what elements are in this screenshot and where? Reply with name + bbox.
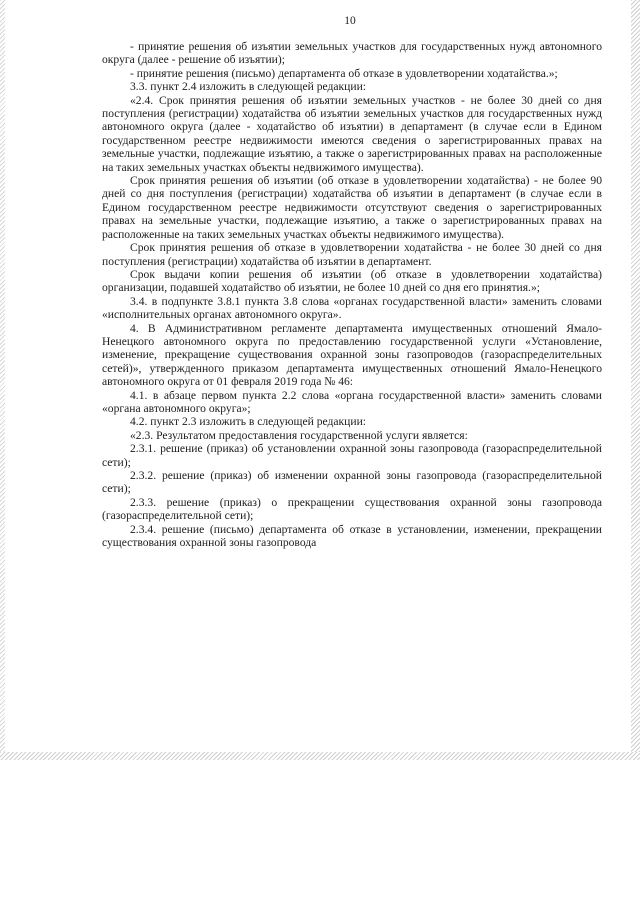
scan-border-left — [0, 0, 5, 760]
paragraph: 3.3. пункт 2.4 изложить в следующей редакции: — [130, 80, 367, 94]
scan-border-bottom — [0, 752, 640, 760]
paragraph: 2.3.1. решение (приказ) об установлении охранной зоны газопровода (газораспределительной сети); — [102, 442, 602, 469]
paragraph: - принятие решения об изъятии земельных участков для государственных нужд автономного округа (далее - решение об изъятии); — [102, 40, 602, 67]
paragraph: Срок выдачи копии решения об изъятии (об отказе в удовлетворении ходатайства) организации, подавшей ходатайство об изъятии, не более 10 дней со дня его принятия.»; — [102, 267, 602, 295]
paragraph: 2.3.2. решение (приказ) об изменении охранной зоны газопровода (газораспределительной сети); — [102, 469, 602, 496]
document-body — [102, 40, 602, 549]
paragraph: Срок принятия решения об отказе в удовлетворении ходатайства - не более 30 дней со дня поступления (регистрации) ходатайства об изъятии в департамент. — [102, 241, 602, 268]
paragraph: 4.1. в абзаце первом пункта 2.2 слова «органа государственной власти» заменить словами «органа автономного округа»; — [102, 388, 602, 415]
page-number: 10 — [344, 15, 356, 27]
paragraph: «2.4. Срок принятия решения об изъятии земельных участков - не более 30 дней со дня поступления (регистрации) ходатайства об изъятии земельных участков для государственных нужд автономного округа (далее - ходатайство об изъятии) в департамент (в случае если в Едином государственном реестре недвижимости имеются сведения о зарегистрированных правах на земельные участки, подлежащие изъятию, а также о зарегистрированных правах на расположенные на таких земельных участках объекты недвижимого имущества). — [102, 93, 602, 174]
paragraph: Срок принятия решения об изъятии (об отказе в удовлетворении ходатайства) - не более 90 дней со дня поступления (регистрации) ходатайства об изъятии в департамент (в случае если в Едином государственном реестре недвижимости отсутствуют сведения о зарегистрированных правах на земельные участки, подлежащие изъятию, а также о зарегистрированных правах на расположенные на таких земельных участках объекты недвижимого имущества). — [102, 174, 602, 241]
paragraph: 2.3.4. решение (письмо) департамента об отказе в установлении, изменении, прекращении существования охранной зоны газопровода — [102, 522, 602, 550]
paragraph: 4.2. пункт 2.3 изложить в следующей редакции: — [130, 415, 367, 429]
paragraph: «2.3. Результатом предоставления государственной услуги является: — [130, 428, 468, 442]
paragraph: 4. В Административном регламенте департамента имущественных отношений Ямало-Ненецкого автономного округа по предоставлению государственной услуги «Установление, изменение, прекращение существования охранной зоны газопроводов (газораспределительных сетей)», утвержденного приказом департамента имущественных отношений Ямало-Ненецкого автономного округа от 01 февраля 2019 года № 46: — [102, 321, 602, 389]
scan-border-right — [631, 0, 640, 760]
paragraph: - принятие решения (письмо) департамента об отказе в удовлетворении ходатайства.»; — [130, 66, 558, 80]
paragraph: 2.3.3. решение (приказ) о прекращении существования охранной зоны газопровода (газораспределительной сети); — [102, 495, 602, 523]
paragraph: 3.4. в подпункте 3.8.1 пункта 3.8 слова «органах государственной власти» заменить словами «исполнительных органах автономного округа». — [102, 294, 602, 322]
